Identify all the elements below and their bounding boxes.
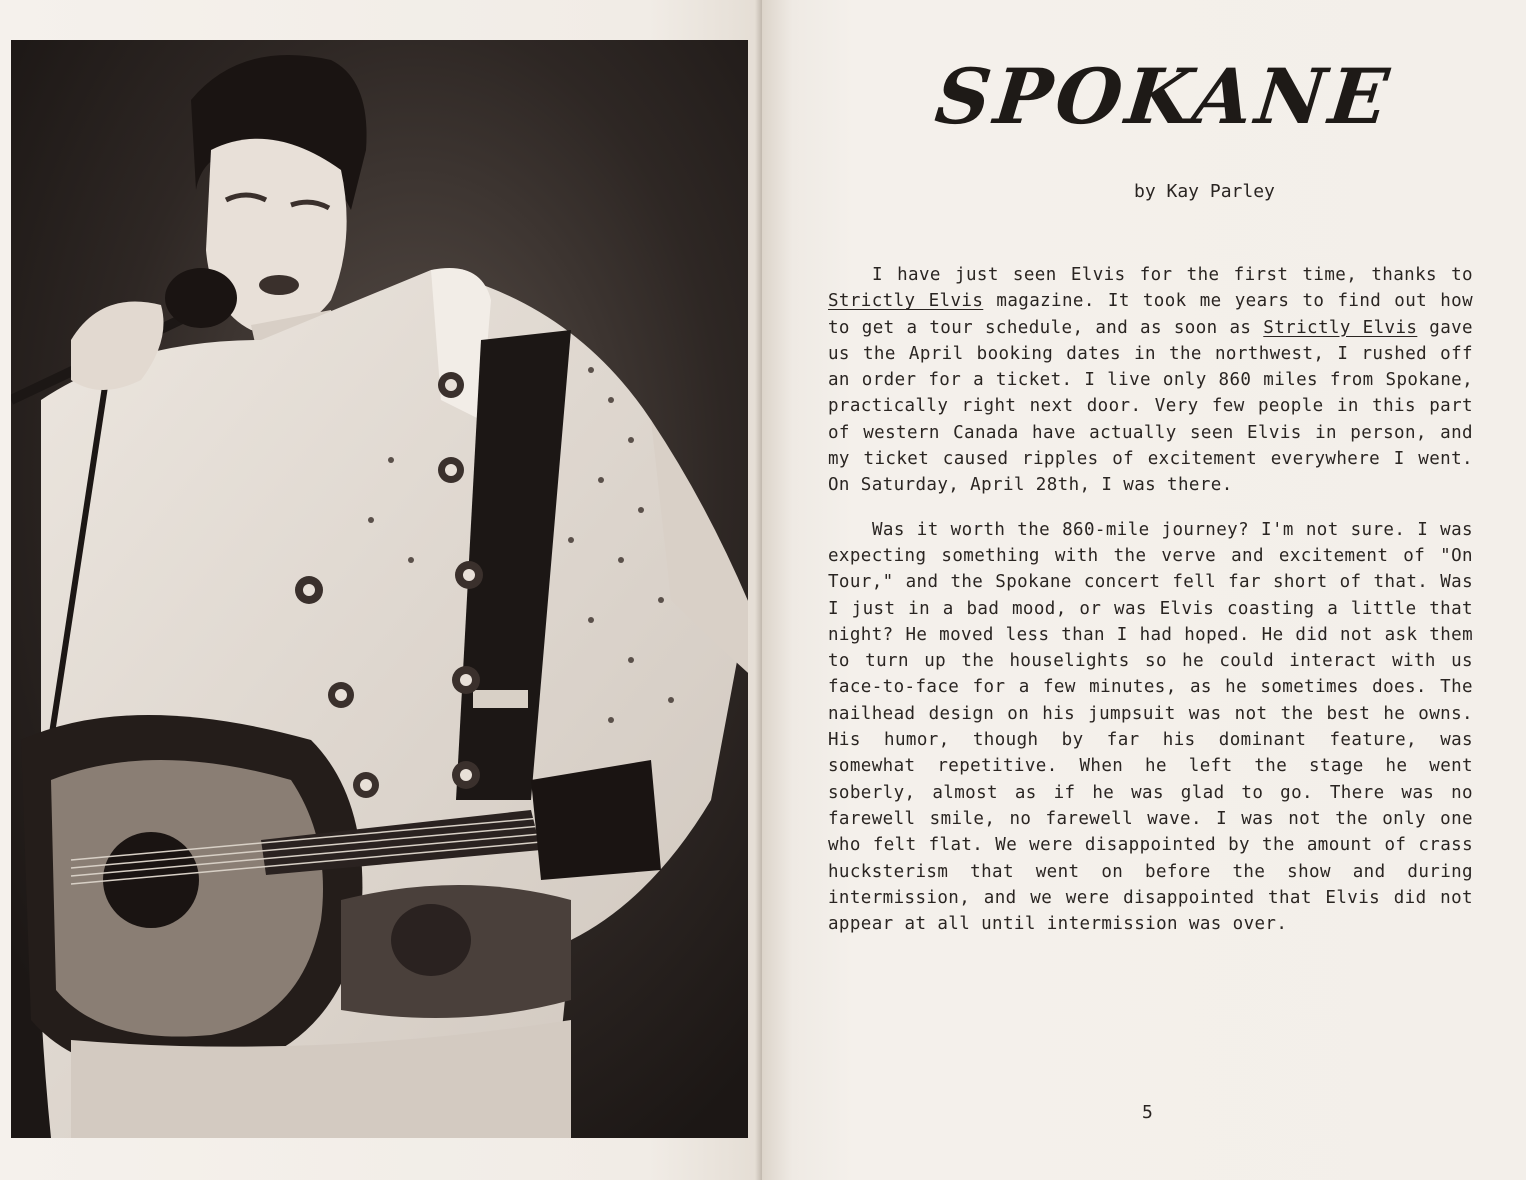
performer-photo (11, 40, 748, 1138)
article-body (828, 262, 1473, 955)
magazine-title-underlined-1: Strictly Elvis (828, 291, 984, 312)
article-paragraph-1 (828, 262, 1473, 499)
page-number: 5 (1142, 1102, 1153, 1123)
paragraph-1-text-b: magazine. It took me years to find out how to get a tour schedule, and as soon as (828, 291, 1474, 338)
magazine-title-underlined-2: Strictly Elvis (1263, 317, 1418, 338)
article-title: SPOKANE (931, 52, 1397, 141)
left-page (0, 0, 762, 1180)
article-paragraph-2: Was it worth the 860-mile journey? I'm not sure. I was expecting something with the verve and excitement of "On Tour," and the Spokane concert fell far short of that. Was I just in a bad mood, or was Elvis coasting a little that night? He moved less than I had hoped. He did not ask them to turn up the houselights so he could interact with us face-to-face for a few minutes, as he sometimes does. The nailhead design on his jumpsuit was not the best he owns. His humor, though by far his dominant feature, was somewhat repetitive. When he left the stage he went soberly, almost as if he was glad to go. There was no farewell smile, no farewell wave. I was not the only one who felt flat. We were disappointed by the amount of crass hucksterism that went on before the show and during intermission, and we were disappointed that Elvis did not appear at all until intermission was over. (828, 519, 1473, 935)
paragraph-1-text-a: I have just seen Elvis for the first time, thanks to (872, 265, 1473, 285)
article-byline: by Kay Parley (1134, 181, 1275, 202)
paragraph-1-text-c: gave us the April booking dates in the northwest, I rushed off an order for a ticket. I live only 860 miles from Spokane, practically right next door. Very few people in this part of western Canada have actually seen Elvis in person, and my ticket caused ripples of excitement everywhere I went. On Saturday, April 28th, I was there. (828, 317, 1473, 496)
performer-photo-illustration (11, 40, 748, 1138)
